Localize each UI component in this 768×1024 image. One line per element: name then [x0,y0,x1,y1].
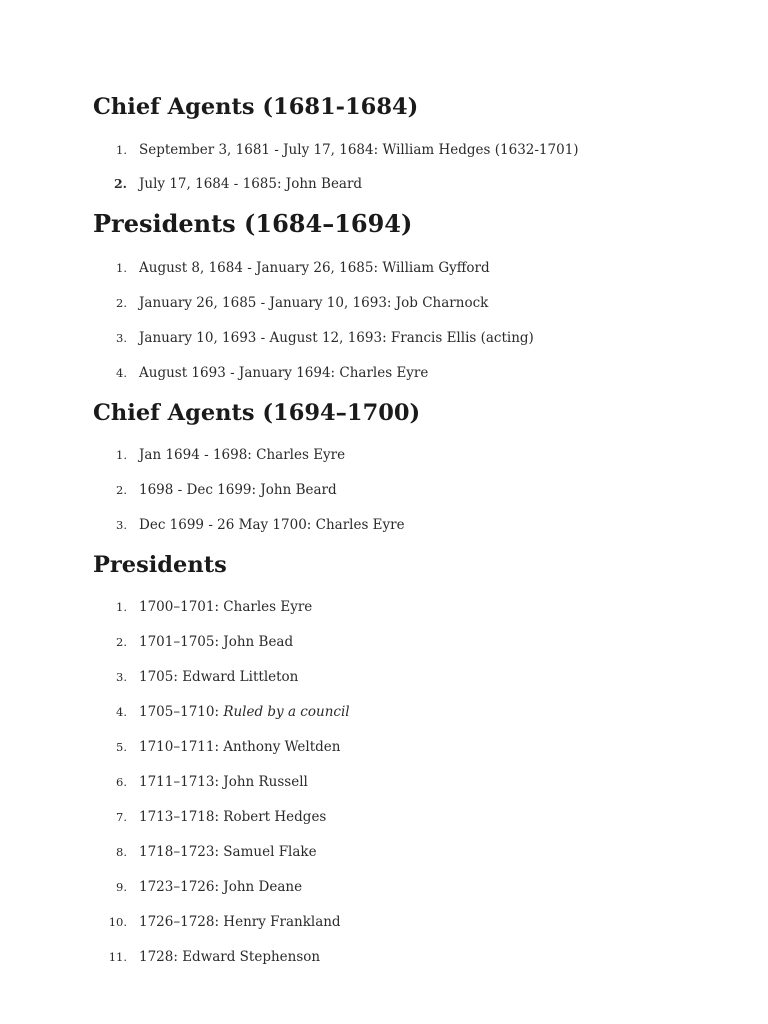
list-item-date: 1705–1710: [139,704,224,720]
list-number: 5. [116,740,127,754]
list-item-text: September 3, 1681 - July 17, 1684: William Hedges (1632-1701) [139,142,579,158]
list-item-text: August 8, 1684 - January 26, 1685: William Gyfford [139,260,490,276]
list-item [0,946,768,968]
list-item-text: August 1693 - January 1694: Charles Eyre [139,365,429,381]
list-number: 4. [116,366,127,380]
list-number: 2. [116,635,127,649]
list-item-text: Dec 1699 - 26 May 1700: Charles Eyre [139,517,405,533]
list-number: 4. [116,705,127,719]
list-item-italic-note: Ruled by a council [223,704,350,720]
list-item-text: 1713–1718: Robert Hedges [139,809,327,825]
list-item-text: 1698 - Dec 1699: John Beard [139,482,337,498]
list-item-text: 1726–1728: Henry Frankland [139,914,341,930]
list-item-text: 1710–1711: Anthony Weltden [139,739,341,755]
list-item [0,362,768,384]
list-item-text: 1700–1701: Charles Eyre [139,599,313,615]
list-item [0,444,768,466]
list-item [0,736,768,758]
list-number: 10. [108,915,127,929]
list-item [0,596,768,618]
list-number: 9. [116,880,127,894]
list-item [0,876,768,898]
list-item-text: 1701–1705: John Bead [139,634,294,650]
section-heading-presidents-1684: Presidents (1684–1694) [93,209,413,238]
list-item [0,666,768,688]
list-number: 1. [116,143,127,157]
section-heading-chief-agents-1694: Chief Agents (1694–1700) [93,400,421,426]
list-item [0,701,768,723]
list-item [0,479,768,501]
list-item [0,139,768,161]
list-number: 8. [116,845,127,859]
list-item [0,173,768,195]
list-item-text: 1705: Edward Littleton [139,669,299,685]
list-number: 7. [116,810,127,824]
list-item [0,841,768,863]
list-number: 1. [116,261,127,275]
list-item-text: January 26, 1685 - January 10, 1693: Job Charnock [139,295,489,311]
list-number: 11. [108,950,127,964]
list-number: 2. [116,296,127,310]
list-item-text: 1718–1723: Samuel Flake [139,844,317,860]
list-item-text [139,701,350,723]
list-item [0,631,768,653]
list-item-text: January 10, 1693 - August 12, 1693: Francis Ellis (acting) [139,330,534,346]
list-item [0,327,768,349]
list-item-text: July 17, 1684 - 1685: John Beard [139,176,363,192]
section-heading-presidents: Presidents [93,552,227,578]
list-item-text: 1723–1726: John Deane [139,879,303,895]
list-item [0,911,768,933]
list-item [0,514,768,536]
section-heading-chief-agents-1681: Chief Agents (1681-1684) [93,94,419,120]
list-item [0,806,768,828]
list-item-text: 1728: Edward Stephenson [139,949,321,965]
list-number: 6. [116,775,127,789]
list-number: 1. [116,600,127,614]
list-number: 3. [116,670,127,684]
list-item [0,292,768,314]
list-number: 3. [116,518,127,532]
list-number: 1. [116,448,127,462]
list-number: 3. [116,331,127,345]
list-number: 2. [116,483,127,497]
list-item-text: Jan 1694 - 1698: Charles Eyre [139,447,346,463]
list-item-text: 1711–1713: John Russell [139,774,308,790]
list-item [0,771,768,793]
list-number: 2. [113,176,127,191]
list-item [0,257,768,279]
